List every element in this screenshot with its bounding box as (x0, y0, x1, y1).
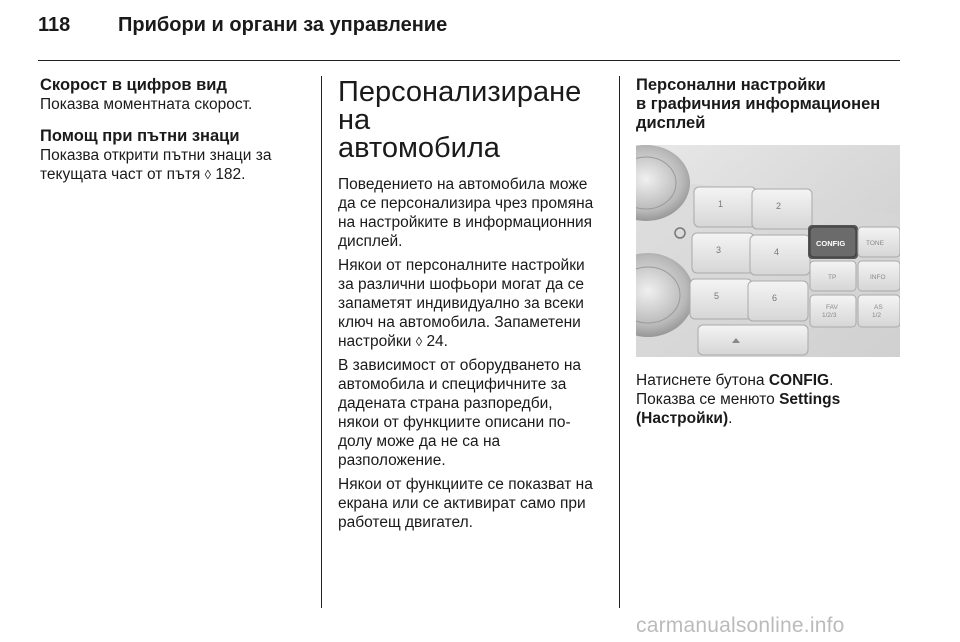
column-divider-right (619, 76, 620, 608)
paragraph-1: Поведението на автомобила може да се персонализира чрез промяна на настройките в информационния дисплей. (338, 176, 594, 250)
paragraph-3: В зависимост от оборудването на автомобила и специфичните за дадената страна разпоредби, някои от функциите описани по- долу може да не са на разположение. (338, 357, 582, 469)
traffic-sign-assistant-heading: Помощ при пътни знаци (40, 127, 240, 145)
reference-arrow-icon: ◊ (415, 334, 423, 349)
digital-speed-heading: Скорост в цифров вид (40, 76, 227, 94)
svg-text:1/2: 1/2 (872, 312, 882, 319)
svg-text:INFO: INFO (870, 274, 886, 281)
header-rule (38, 60, 900, 61)
svg-text:CONFIG: CONFIG (816, 239, 846, 248)
reference-arrow-icon: ◊ (204, 167, 211, 182)
column-3 (636, 76, 902, 428)
svg-text:TONE: TONE (866, 240, 884, 247)
caption-press-config: Натиснете бутона CONFIG. Показва се менюто Settings (Настройки). (636, 372, 841, 427)
svg-text:2: 2 (776, 201, 782, 211)
svg-text:TP: TP (828, 274, 837, 281)
paragraph-2: Някои от персоналните настройки за различни шофьори могат да се запаметят индивидуално за всеки ключ на автомобила. Запаметени настройки ◊ 24. (338, 257, 585, 350)
watermark: carmanualsonline.info (636, 614, 845, 637)
page-reference[interactable]: 24. (426, 333, 448, 350)
svg-text:1: 1 (718, 199, 724, 209)
svg-text:1/2/3: 1/2/3 (822, 312, 837, 319)
svg-text:6: 6 (772, 293, 778, 303)
digital-speed-text: Показва моментната скорост. (40, 96, 253, 113)
control-panel-photo (636, 145, 900, 357)
svg-text:AS: AS (874, 304, 883, 311)
svg-text:5: 5 (714, 291, 720, 301)
page-reference[interactable]: 182. (215, 166, 246, 183)
paragraph-4: Някои от функциите се показват на екрана или се активират само при работещ двигател. (338, 476, 593, 531)
personal-settings-heading: Персонални настройки в графичния информационен дисплей (636, 76, 881, 132)
column-1 (40, 76, 305, 184)
svg-text:3: 3 (716, 245, 722, 255)
svg-text:FAV: FAV (826, 304, 838, 311)
vehicle-personalization-heading: Персонализиране на автомобила (338, 76, 582, 164)
page-number: 118 (38, 14, 71, 36)
page-title: Прибори и органи за управление (118, 14, 448, 36)
svg-text:4: 4 (774, 247, 780, 257)
column-divider-left (321, 76, 322, 608)
column-2 (338, 76, 606, 537)
traffic-sign-assistant-text: Показва открити пътни знаци за текущата част от пътя ◊ 182. (40, 147, 272, 183)
